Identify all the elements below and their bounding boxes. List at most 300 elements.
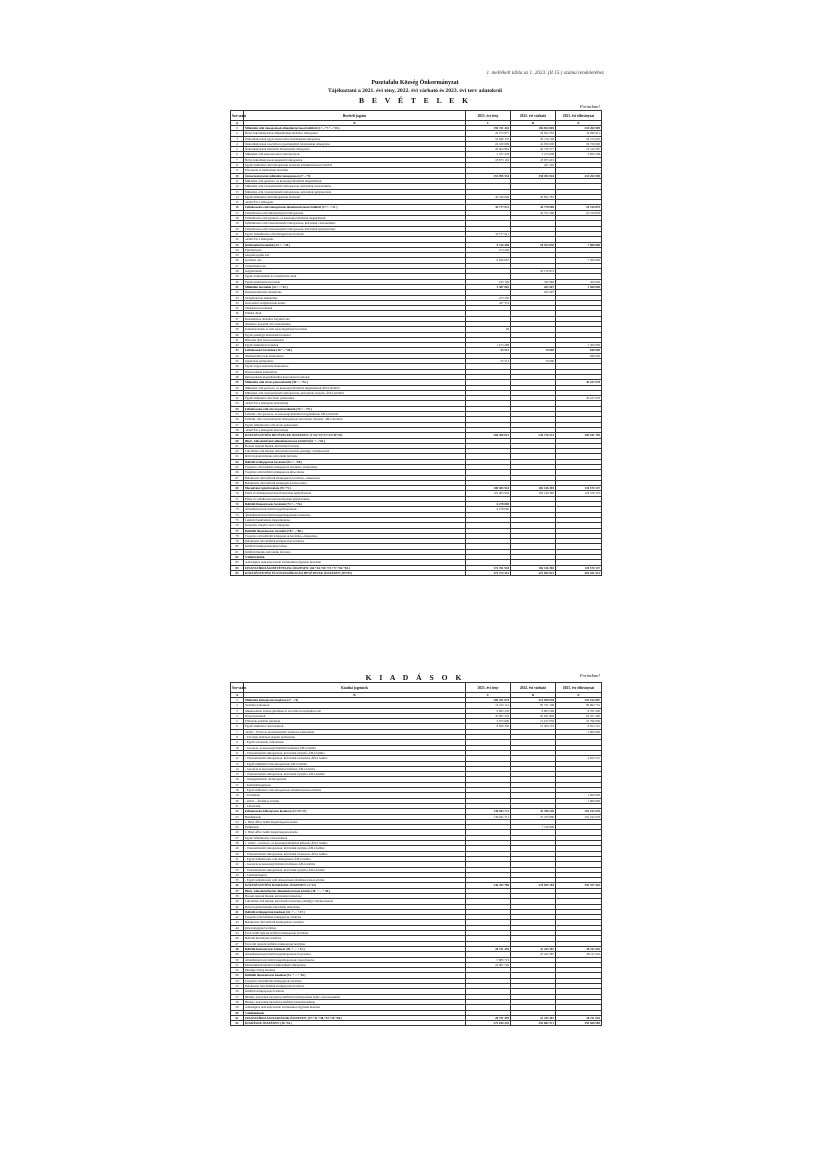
- value-2023: 403 551 922: [556, 570, 602, 575]
- row-number: 66: [231, 470, 244, 475]
- row-label: Ingatlanok értékesítése: [244, 359, 466, 364]
- row-number: 44: [231, 925, 244, 930]
- value-2021: 6 278 000: [466, 507, 511, 512]
- row-number: 2: [231, 703, 244, 708]
- row-label: Beruházások: [244, 814, 466, 819]
- row-label: Befektetési célú külföldi értékpapírok beváltása: [244, 539, 466, 544]
- row-label: Külföldi finanszírozás kiadásai (54. + ... + 58.): [244, 973, 466, 978]
- row-number: 26: [231, 830, 244, 835]
- row-label: Helyi önkormányzatok működésének általános támogatása: [244, 131, 466, 136]
- row-number: 30: [231, 279, 244, 284]
- revenue-col-2023: 2023. évi előirányzat: [556, 111, 602, 121]
- row-number: 84: [231, 565, 244, 570]
- row-number: 61: [231, 443, 244, 448]
- row-number: 34: [231, 300, 244, 305]
- row-number: 54: [231, 406, 244, 411]
- value-2021: 1 674 288: [466, 343, 511, 348]
- row-number: 55: [231, 984, 244, 989]
- row-label: - Kamattámogatások: [244, 782, 466, 787]
- row-label: Éven belüli lejáratú belföldi értékpapírok beváltása: [244, 931, 466, 936]
- value-2022: 22 243 387: [511, 1015, 556, 1020]
- row-label: Likviditási célú hitelek, kölcsönök törlesztése pénzügyi vállalkozásnak: [244, 899, 466, 904]
- value-2021: 172 761 918: [466, 565, 511, 570]
- row-number: 57: [231, 422, 244, 427]
- value-2022: 352 980: [511, 279, 556, 284]
- value-2022: 292 082 571: [511, 1021, 556, 1026]
- row-label: Forgatási célú külföldi értékpapírok vásárlása: [244, 978, 466, 983]
- value-2021: 260 499 041: [466, 433, 511, 438]
- row-label: Befektetési célú belföldi értékpapírok beváltása, értékesítése: [244, 475, 466, 480]
- row-label: Működési célú visszatérítendő támogatások, kölcsönök visszatér. ÁH-n kívülről: [244, 390, 466, 395]
- row-label: Készletértékesítés ellenértéke: [244, 290, 466, 295]
- row-number: 21: [231, 231, 244, 236]
- revenue-col-num: Sor-szám: [231, 111, 244, 121]
- row-number: 52: [231, 968, 244, 973]
- row-number: 10: [231, 745, 244, 750]
- value-2021: 437 374: [466, 300, 511, 305]
- row-number: 31: [231, 284, 244, 289]
- row-number: 5: [231, 147, 244, 152]
- row-label: -ebből EU-s támogatás (közvetlen): [244, 401, 466, 406]
- row-number: 24: [231, 247, 244, 252]
- row-label: - Visszatérítendő támogatások, kölcsönök nyújtása ÁH-n belülre: [244, 846, 466, 851]
- value-2022: 182 146 385: [511, 486, 556, 491]
- value-2021: 246 292 786: [466, 883, 511, 888]
- value-2022: 263 407: [511, 284, 556, 289]
- row-number: 8: [231, 735, 244, 740]
- row-label: Működési célú átvett pénzeszközök (50.+...+52.): [244, 380, 466, 385]
- row-number: 2: [231, 131, 244, 136]
- value-2022: 44 770 000: [511, 205, 556, 210]
- row-number: 49: [231, 380, 244, 385]
- row-number: 10: [231, 173, 244, 178]
- revenue-table: [230, 110, 602, 576]
- value-2023: 38 211 026: [556, 1015, 602, 1020]
- row-label: Idegenforgalmi adó: [244, 253, 466, 258]
- revenue-col-2022: 2022. évi várható: [511, 111, 556, 121]
- value-2022: 13 617 659: [511, 719, 556, 724]
- row-label: Pénzügyi lízing kiadásai: [244, 968, 466, 973]
- row-number: 71: [231, 496, 244, 501]
- row-number: 22: [231, 237, 244, 242]
- row-number: 13: [231, 189, 244, 194]
- row-number: 41: [231, 337, 244, 342]
- row-number: 56: [231, 417, 244, 422]
- value-2022: 7 130 000: [511, 825, 556, 830]
- row-label: Egyéb pénzügyi műveletek bevételei: [244, 332, 466, 337]
- value-2021: 183 100: [466, 279, 511, 284]
- row-label: - Visszatérítendő támogatások, kölcsönök nyújtása ÁH-n kívülre: [244, 867, 466, 872]
- row-number: 3: [231, 708, 244, 713]
- row-label: KÖLTSÉGVETÉSI BEVÉTELEK ÖSSZESEN: (1+16+23+31+43+49+54): [244, 433, 466, 438]
- expense-col-num: Sor-szám: [231, 683, 244, 693]
- value-2021: 140 001 711: [466, 809, 511, 814]
- row-number: 30: [231, 851, 244, 856]
- row-number: 47: [231, 369, 244, 374]
- value-2021: 151 995 534: [466, 173, 511, 178]
- row-number: 44: [231, 353, 244, 358]
- row-number: 23: [231, 814, 244, 819]
- value-2022: 18 523 830: [511, 242, 556, 247]
- value-2022: 263 407: [511, 290, 556, 295]
- value-2022: 22 243 387: [511, 946, 556, 951]
- row-number: 82: [231, 555, 244, 560]
- row-number: 15: [231, 772, 244, 777]
- row-label: Hosszú lejáratú hitelek, kölcsönök törlesztése: [244, 893, 466, 898]
- row-number: 83: [231, 560, 244, 565]
- value-2021: 9 005 250: [466, 708, 511, 713]
- row-number: 85: [231, 570, 244, 575]
- value-2022: 158 492 044: [511, 173, 556, 178]
- row-number: 48: [231, 946, 244, 951]
- row-number: 69: [231, 486, 244, 491]
- row-number: 41: [231, 909, 244, 914]
- value-2022: 52 780 246: [511, 809, 556, 814]
- row-label: Pénzeszközök lekötött bankbetétként elhelyezése: [244, 962, 466, 967]
- value-2023: 355 357 563: [556, 883, 602, 888]
- row-number: 4: [231, 141, 244, 146]
- letter-cell: E: [556, 121, 602, 126]
- row-number: 58: [231, 999, 244, 1004]
- row-label: Felhalmozási célú támogatások államháztartáson belülről (17.+...+21.): [244, 205, 466, 210]
- row-label: KÖLTSÉGVETÉSI KIADÁSOK ÖSSZESEN: (1+22): [244, 883, 466, 888]
- value-2023: 118 370 137: [556, 486, 602, 491]
- row-number: 25: [231, 825, 244, 830]
- row-number: 12: [231, 756, 244, 761]
- row-label: - Egyéb működési célú támogatások ÁH-n belülre: [244, 761, 466, 766]
- row-number: 22: [231, 809, 244, 814]
- value-2021: 24 430 009: [466, 141, 511, 146]
- row-label: Váltókiadások: [244, 1010, 466, 1015]
- value-2021: 18 873 192: [466, 157, 511, 162]
- row-number: 49: [231, 952, 244, 957]
- value-2022: 65 621 849: [511, 713, 556, 718]
- row-number: 31: [231, 856, 244, 861]
- row-label: Forgatási célú belföldi értékpapírok beváltása, értékesítése: [244, 465, 466, 470]
- value-2021: 274 200: [466, 247, 511, 252]
- row-number: 18: [231, 788, 244, 793]
- row-label: - ebből: - Általános tartalék: [244, 798, 466, 803]
- row-number: 60: [231, 438, 244, 443]
- row-number: 79: [231, 539, 244, 544]
- row-number: 20: [231, 798, 244, 803]
- row-number: 51: [231, 390, 244, 395]
- row-number: 68: [231, 480, 244, 485]
- row-label: Forgatási célú belföldi értékpapírok kibocsátása: [244, 470, 466, 475]
- value-2023: 3 000 000: [556, 729, 602, 734]
- row-label: Államháztartáson belüli megelőlegezések törlesztése: [244, 512, 466, 517]
- value-2022: 427 092 822: [511, 570, 556, 575]
- row-label: Egyéb felhalmozási célú támogatások bevételei: [244, 231, 466, 236]
- row-number: 36: [231, 311, 244, 316]
- row-label: Váltóbevételek: [244, 555, 466, 560]
- letter-cell: A: [231, 121, 244, 126]
- value-2022: 214 058 938: [511, 698, 556, 703]
- row-number: 1: [231, 126, 244, 131]
- value-2022: 15 304 722: [511, 724, 556, 729]
- row-number: 46: [231, 936, 244, 941]
- row-number: 8: [231, 163, 244, 168]
- row-label: Felhalm. célú visszatérítendő támogatások, kölcsönök visszatér. ÁH-n kívülről: [244, 417, 466, 422]
- row-label: -ebből EU-s támogatás: [244, 200, 466, 205]
- row-number: 34: [231, 872, 244, 877]
- row-label: - Garancia és kezességvállalásból kifizetés ÁH-n kívülre: [244, 862, 466, 867]
- value-2021: 55 513: [466, 359, 511, 364]
- value-2023: 38 211 026: [556, 946, 602, 951]
- letter-cell: C: [466, 693, 511, 698]
- row-number: 12: [231, 184, 244, 189]
- row-label: Egyéb tárgyi eszközök értékesítése: [244, 364, 466, 369]
- row-number: 54: [231, 978, 244, 983]
- row-label: Egyéb működési célú támogatások bevételei államháztartáson belülről: [244, 163, 466, 168]
- row-label: Működési költségvetés kiadásai (2+...+6): [244, 698, 466, 703]
- row-label: Éven túli lejáratú belföldi értékpapírok beváltása: [244, 941, 466, 946]
- row-label: Egyéb felhalmozási célú átvett pénzeszköz: [244, 422, 466, 427]
- row-label: Felújítások: [244, 825, 466, 830]
- value-2022: 9 803 206: [511, 708, 556, 713]
- row-number: 33: [231, 867, 244, 872]
- row-label: 1. Hitel ÁH-n belüli megelőlegezés kiadás: [244, 830, 466, 835]
- row-number: 5: [231, 719, 244, 724]
- row-number: 17: [231, 782, 244, 787]
- row-label: Felhalmozási bevételek (44.+...+48.): [244, 348, 466, 353]
- row-number: 16: [231, 205, 244, 210]
- row-label: - Egyéb működési célú támogatások államháztartáson kívülre: [244, 788, 466, 793]
- row-label: 1. ebből: - Garancia- és kezességvállalásból kifizetés ÁH-n belülre: [244, 841, 466, 846]
- row-number: 56: [231, 989, 244, 994]
- value-2021: 55 513: [466, 348, 511, 353]
- row-number: 9: [231, 168, 244, 173]
- row-number: 63: [231, 454, 244, 459]
- value-2023: 7 500 000: [556, 258, 602, 263]
- row-label: Biztosító által fizetett kártérítés: [244, 337, 466, 342]
- row-label: Építményadó: [244, 247, 466, 252]
- value-2023: 118 370 137: [556, 491, 602, 496]
- row-number: 23: [231, 242, 244, 247]
- row-label: Kiszámlázott általános forgalmi adó: [244, 316, 466, 321]
- row-number: 19: [231, 221, 244, 226]
- row-label: Egyéb működési célú támogatások bevételei: [244, 194, 466, 199]
- document-subtitle: Tájékoztató a 2021. évi tény, 2022. évi várható és 2023. évi terv adatokról: [327, 88, 502, 94]
- row-number: 26: [231, 258, 244, 263]
- row-label: Felhalmozási célú átvett pénzeszközök (55.+...+57.): [244, 406, 466, 411]
- row-number: 16: [231, 777, 244, 782]
- row-label: Forgatási célú külföldi értékpapírok beváltása, értékesítése: [244, 533, 466, 538]
- value-2023: 300 000: [556, 279, 602, 284]
- row-label: KIADÁSOK ÖSSZESEN: (36.+61.): [244, 1021, 466, 1026]
- value-2023: 89 862 752: [556, 703, 602, 708]
- value-2023: 7 800 000: [556, 242, 602, 247]
- row-number: 61: [231, 1015, 244, 1020]
- row-number: 39: [231, 327, 244, 332]
- row-label: Működési célú visszatérítendő támogatások, kölcsönök visszatérülése: [244, 184, 466, 189]
- row-number: 53: [231, 401, 244, 406]
- row-label: FINANSZÍROZÁSI BEVÉTELEK ÖSSZESEN: (60.+64.+69.+72.+77.+82.+83.): [244, 565, 466, 570]
- row-label: - Visszatérítendő támogatások, kölcsönök nyújtása ÁH-n belülre: [244, 750, 466, 755]
- row-label: KÖLTSÉGVETÉSI ÉS FINANSZÍROZÁSI BEVÉTELEK ÖSSZESEN: (59+84): [244, 570, 466, 575]
- row-label: Felhalmozási célú visszatérítendő támogatások, kölcsönök visszatérülése: [244, 221, 466, 226]
- row-number: 45: [231, 931, 244, 936]
- row-number: 73: [231, 507, 244, 512]
- row-label: - Garancia és kezességvállalásból kifizetés ÁH-n kívülre: [244, 766, 466, 771]
- revenue-col-name: Bevételi jogcím: [244, 111, 466, 121]
- row-number: 7: [231, 157, 244, 162]
- row-label: Befektetési célú belföldi értékpapírok vásárlása: [244, 920, 466, 925]
- row-number: 37: [231, 888, 244, 893]
- value-2021: 6 278 000: [466, 502, 511, 507]
- row-label: Egyéb felhalmozási célú kiadások: [244, 835, 466, 840]
- row-label: Egyéb működési bevételek: [244, 343, 466, 348]
- row-number: 29: [231, 846, 244, 851]
- row-label: - Céltartalék: [244, 803, 466, 808]
- value-2022: 270 839 184: [511, 883, 556, 888]
- value-2022: 18 973 401: [511, 157, 556, 162]
- value-2023: 8 053 741: [556, 724, 602, 729]
- row-label: Adóssághoz nem kapcsolódó származékos ügyletek bevételei: [244, 560, 466, 565]
- row-label: Felhalmozási célú visszatérítendő támogatások, kölcsönök igénybevétele: [244, 226, 466, 231]
- row-label: Felhalmozási költségvetés kiadásai (23+25+27): [244, 809, 466, 814]
- expense-unit-label: Forintban!: [579, 673, 600, 678]
- row-number: 35: [231, 878, 244, 883]
- row-label: Közhatalmi bevételek (24.+...+30.): [244, 242, 466, 247]
- row-label: Iparűzési adó: [244, 258, 466, 263]
- value-2021: 108 483 918: [466, 486, 511, 491]
- row-label: Működési célú visszatérítendő támogatások, kölcsönök igénybevétele: [244, 189, 466, 194]
- row-number: 77: [231, 528, 244, 533]
- row-number: 15: [231, 200, 244, 205]
- row-number: 48: [231, 374, 244, 379]
- row-number: 50: [231, 957, 244, 962]
- expense-col-name: Kiadási jogcímek: [244, 683, 466, 693]
- row-label: Működési célú garancia- és kezességvállalásból megtérülések ÁH-n kívülről: [244, 385, 466, 390]
- row-label: - Garancia- és kezességvállalásból kifizetés ÁH-n belülre: [244, 745, 466, 750]
- value-2023: 59 213 610: [556, 136, 602, 141]
- row-number: 55: [231, 412, 244, 417]
- row-label: Külföldi értékpapírok beváltása: [244, 989, 466, 994]
- row-label: Működési célú központosított előirányzatok: [244, 152, 466, 157]
- organization-name: Pusztafalu Község Önkormányzat: [371, 80, 459, 86]
- value-2021: 29 273 877: [466, 131, 511, 136]
- row-label: Önkormányzatok szociális és gyermekjóléti feladatainak támogatása: [244, 141, 466, 146]
- row-label: Önkormányzatok működési támogatásai (2+...+9): [244, 173, 466, 178]
- value-2023: 285 181 785: [556, 433, 602, 438]
- row-label: Talajterhelési díj: [244, 263, 466, 268]
- value-2022: 182 146 385: [511, 491, 556, 496]
- row-label: Általános forgalmi adó visszatérítése: [244, 321, 466, 326]
- row-number: 40: [231, 332, 244, 337]
- row-label: Forgatási célú belföldi értékpapírok vásárlása: [244, 915, 466, 920]
- row-label: Kincstárjegyek beváltása: [244, 925, 466, 930]
- row-label: Hitel-, kölcsönfelvétel államháztartáson kívülről (61.+...+63.): [244, 438, 466, 443]
- row-label: Rövid lejáratú hitelek, kölcsönök törlesztése: [244, 904, 466, 909]
- row-label: Államháztartáson belüli megelőlegezések: [244, 507, 466, 512]
- value-2023: 210 269 509: [556, 126, 602, 131]
- row-label: Államháztartáson belüli megelőlegezések visszafizetése: [244, 957, 466, 962]
- value-2021: 9 316 450: [466, 242, 511, 247]
- value-2022: 37 233 800: [511, 814, 556, 819]
- row-number: 28: [231, 841, 244, 846]
- row-number: 52: [231, 396, 244, 401]
- value-2021: 34 777 911: [466, 231, 511, 236]
- row-label: Maradvány igénybevétele (70.+71.): [244, 486, 466, 491]
- row-label: Elvonások és befizetések bevételei: [244, 168, 466, 173]
- value-2023: 840 000: [556, 353, 602, 358]
- row-number: 74: [231, 512, 244, 517]
- value-2022: 244 770 341: [511, 433, 556, 438]
- value-2023: 30 720 000: [556, 141, 602, 146]
- row-label: Belföldi értékpapírok bevételei (65.+...+68.): [244, 459, 466, 464]
- row-number: 27: [231, 835, 244, 840]
- row-label: Működési célú garancia- és kezességvállalásból megtérülések: [244, 178, 466, 183]
- row-label: - Visszatérítendő támogatások, kölcsönök nyújtása ÁH-n kívülre: [244, 772, 466, 777]
- row-number: 81: [231, 549, 244, 554]
- row-number: 72: [231, 502, 244, 507]
- row-number: 11: [231, 178, 244, 183]
- value-2022: 85 747 108: [511, 703, 556, 708]
- value-2023: 101 192 676: [556, 809, 602, 814]
- value-2021: 45 530 049: [466, 194, 511, 199]
- row-number: 19: [231, 793, 244, 798]
- row-label: - Törvényi előíráson alapuló befizetések: [244, 735, 466, 740]
- value-2021: 44 777 011: [466, 205, 511, 210]
- table-row: [231, 1021, 602, 1026]
- row-number: 14: [231, 766, 244, 771]
- value-2023: 3 000 338: [556, 152, 602, 157]
- value-2021: 374 274 451: [466, 570, 511, 575]
- row-label: Államháztartáson belüli megelőlegezések folyósítása: [244, 952, 466, 957]
- value-2021: 20 604 862: [466, 147, 511, 152]
- value-2021: 275 250: [466, 295, 511, 300]
- row-label: Közvetített szolgáltatások értéke: [244, 300, 466, 305]
- value-2022: 70 000: [511, 359, 556, 364]
- value-2021: 3 675 600: [466, 719, 511, 724]
- value-2022: 18 170 872: [511, 269, 556, 274]
- row-label: Hosszú lejáratú hitelek, kölcsönök felvétele: [244, 443, 466, 448]
- row-label: Rövid lejáratú hitelek, kölcsönök felvétele: [244, 454, 466, 459]
- expense-col-2023: 2023. évi előirányzat: [556, 683, 602, 693]
- letter-cell: B: [244, 121, 466, 126]
- row-number: 64: [231, 459, 244, 464]
- row-number: 1: [231, 698, 244, 703]
- row-label: Egyéb áruhasználati és szolgáltatási adók: [244, 274, 466, 279]
- letter-cell: E: [556, 693, 602, 698]
- row-label: - Egyéb elvonások, befizetések: [244, 740, 466, 745]
- row-label: Hitel-, kölcsöntörlesztés államháztartáson kívülre (38. + ... + 40.): [244, 888, 466, 893]
- row-label: Felhalmozási célú garancia- és kezességvállalásból megtérülések: [244, 216, 466, 221]
- row-label: - Visszatérítendő támogatások, kölcsönök törlesztése ÁH-n belülre: [244, 851, 466, 856]
- expense-table: [230, 682, 602, 1026]
- row-number: 37: [231, 316, 244, 321]
- expense-section-title: K I A D Á S O K: [365, 673, 465, 682]
- value-2023: 1 500 000: [556, 343, 602, 348]
- row-number: 6: [231, 152, 244, 157]
- row-label: Szolgáltatások ellenértéke: [244, 295, 466, 300]
- row-label: Működési célú támogatások államháztartáson belülről (2.+...+7.+...+10.): [244, 126, 466, 131]
- value-2021: 2 387 002: [466, 284, 511, 289]
- row-number: 38: [231, 893, 244, 898]
- row-label: Ellátási díjak: [244, 311, 466, 316]
- row-label: Előző év költségvetési maradványának igénybevétele: [244, 491, 466, 496]
- value-2022: 44 751 000: [511, 210, 556, 215]
- letter-cell: A: [231, 693, 244, 698]
- value-2023: 118 370 137: [556, 565, 602, 570]
- row-label: Külföldi hitelek, kölcsönök felvétele: [244, 549, 466, 554]
- row-number: 17: [231, 210, 244, 215]
- row-label: Külföldi értékpapírok kibocsátása: [244, 544, 466, 549]
- row-label: Önkormányzatok egyes köznevelési feladatainak támogatása: [244, 136, 466, 141]
- value-2023: 10 790 000: [556, 719, 602, 724]
- value-2022: 70 000: [511, 348, 556, 353]
